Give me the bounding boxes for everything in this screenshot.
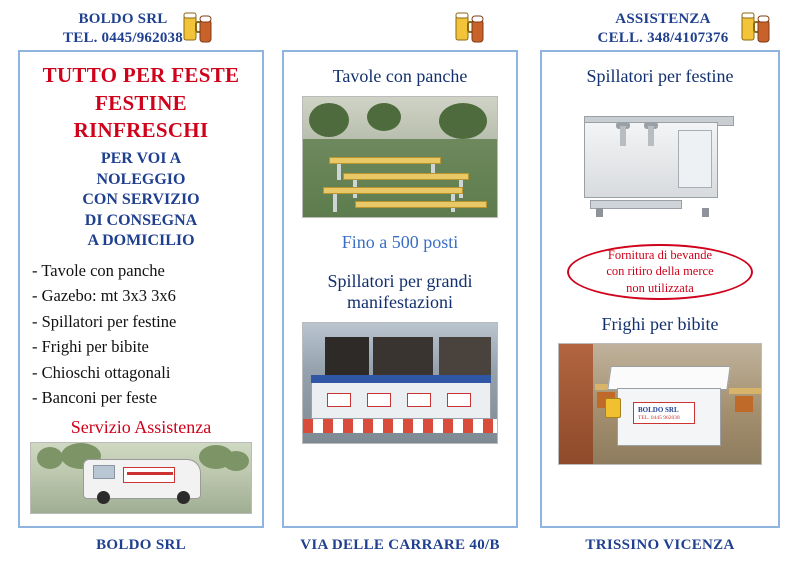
tables-and-benches-photo <box>302 96 498 218</box>
fridge-logo-line2: TEL. 0445 962038 <box>638 415 680 422</box>
assistance-title: ASSISTENZA <box>615 11 711 27</box>
subhead-line-2: NOLEGGIO <box>96 170 186 188</box>
left-subheadline <box>26 149 256 251</box>
fridge-logo <box>633 402 695 424</box>
subhead-line-4: DI CONSEGNA <box>84 211 198 229</box>
footer-city: TRISSINO VICENZA <box>585 537 735 553</box>
beer-mug-icon <box>736 8 776 48</box>
headline-line-3: RINFRESCHI <box>73 118 209 143</box>
subhead-line-5: A DOMICILIO <box>87 232 195 250</box>
panel-right <box>540 50 780 528</box>
spillatori-big-title-line1: Spillatori per grandi <box>327 270 473 291</box>
left-headline <box>26 62 256 145</box>
beer-mug-icon <box>178 8 218 48</box>
headline-line-1: TUTTO PER FESTE <box>42 63 240 87</box>
oval-note-line-3: non utilizzata <box>626 280 694 295</box>
headline-line-2: FESTINE <box>95 90 187 115</box>
drinks-fridge-photo <box>558 343 762 465</box>
subhead-line-3: CON SERVIZIO <box>82 191 200 209</box>
list-item: - Spillatori per festine <box>32 311 177 331</box>
footer-company: BOLDO SRL <box>96 537 186 553</box>
tables-capacity-caption: Fino a 500 posti <box>341 231 459 252</box>
large-event-beer-stand-photo <box>302 322 498 444</box>
panel-left <box>18 50 264 528</box>
list-item: - Gazebo: mt 3x3 3x6 <box>32 286 176 306</box>
list-item: - Banconi per feste <box>32 388 158 408</box>
list-item: - Frighi per bibite <box>32 337 149 357</box>
service-list <box>32 258 252 411</box>
company-name: BOLDO SRL <box>78 11 168 27</box>
footer-address: VIA DELLE CARRARE 40/B <box>300 537 500 553</box>
delivery-van-photo <box>30 442 252 514</box>
assistance-phone: CELL. 348/4107376 <box>597 29 729 46</box>
beer-mug-icon <box>450 8 490 48</box>
spillatori-big-title-line2: manifestazioni <box>347 292 453 313</box>
beer-dispenser-photo <box>560 96 760 228</box>
beverage-supply-note <box>567 244 753 300</box>
subhead-line-1: PER VOI A <box>100 150 182 168</box>
oval-note-line-2: con ritiro della merce <box>606 264 714 279</box>
oval-note-line-1: Fornitura di bevande <box>607 248 713 263</box>
panel-middle <box>282 50 518 528</box>
header-right <box>568 10 758 48</box>
spillatori-festine-title: Spillatori per festine <box>586 66 734 86</box>
list-item: - Tavole con panche <box>32 260 165 280</box>
tables-title: Tavole con panche <box>332 66 468 86</box>
fridge-logo-line1: BOLDO SRL <box>638 406 679 415</box>
service-assistance-note: Servizio Assistenza <box>70 416 212 437</box>
frighi-title: Frighi per bibite <box>601 313 719 334</box>
list-item: - Chioschi ottagonali <box>32 362 171 382</box>
company-phone: TEL. 0445/962038 <box>63 29 183 46</box>
spillatori-big-title <box>284 271 516 314</box>
